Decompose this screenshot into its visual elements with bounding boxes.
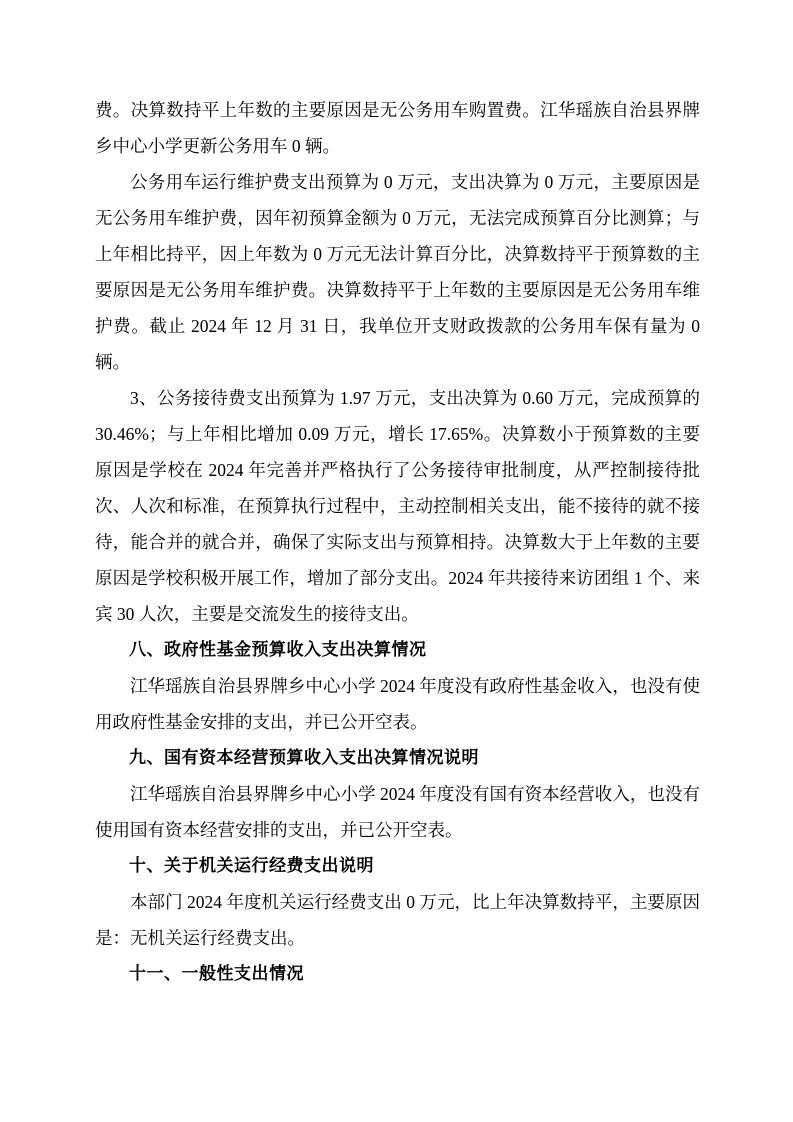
paragraph-operating-expenses: 本部门 2024 年度机关运行经费支出 0 万元，比上年决算数持平，主要原因是：无机关运行经费支出。 [95,892,700,948]
paragraph-government-funds: 江华瑶族自治县界牌乡中心小学 2024 年度没有政府性基金收入，也没有使用政府性基金安排的支出，并已公开空表。 [95,676,700,732]
section-heading-10-operating-expenses: 十、关于机关运行经费支出说明 [129,856,374,875]
section-heading-11-general-expenditure: 十一、一般性支出情况 [129,964,304,983]
paragraph-state-capital: 江华瑶族自治县界牌乡中心小学 2024 年度没有国有资本经营收入，也没有使用国有资本经营安排的支出，并已公开空表。 [95,784,700,840]
paragraph-official-reception: 3、公务接待费支出预算为 1.97 万元，支出决算为 0.60 万元，完成预算的 30.46%；与上年相比增加 0.09 万元，增长 17.65%。决算数小于预算数的主要原因是学校在 2024 年完善并严格执行了公务接待审批制度，从严控制接待批次、人次和标准，在预算执行过程中，主动控制相关支出，能不接待的就不接待，能合并的就合并，确保了实际支出与预算相持。决算数大于上年数的主要原因是学校积极开展工作，增加了部分支出。2024 年共接待来访团组 1 个、来宾 30 人次，主要是交流发生的接待支出。 [95,388,700,624]
section-heading-9-state-capital: 九、国有资本经营预算收入支出决算情况说明 [129,748,479,767]
document-content [95,92,700,992]
paragraph-vehicle-purchase-continued: 费。决算数持平上年数的主要原因是无公务用车购置费。江华瑶族自治县界牌乡中心小学更新公务用车 0 辆。 [95,100,700,156]
paragraph-vehicle-maintenance: 公务用车运行维护费支出预算为 0 万元，支出决算为 0 万元，主要原因是无公务用车维护费，因年初预算金额为 0 万元，无法完成预算百分比测算；与上年相比持平，因上年数为 0 万元无法计算百分比，决算数持平于预算数的主要原因是无公务用车维护费。决算数持平于上年数的主要原因是无公务用车维护费。截止 2024 年 12 月 31 日，我单位开支财政拨款的公务用车保有量为 0 辆。 [95,172,700,372]
section-heading-8-government-funds: 八、政府性基金预算收入支出决算情况 [129,640,427,659]
